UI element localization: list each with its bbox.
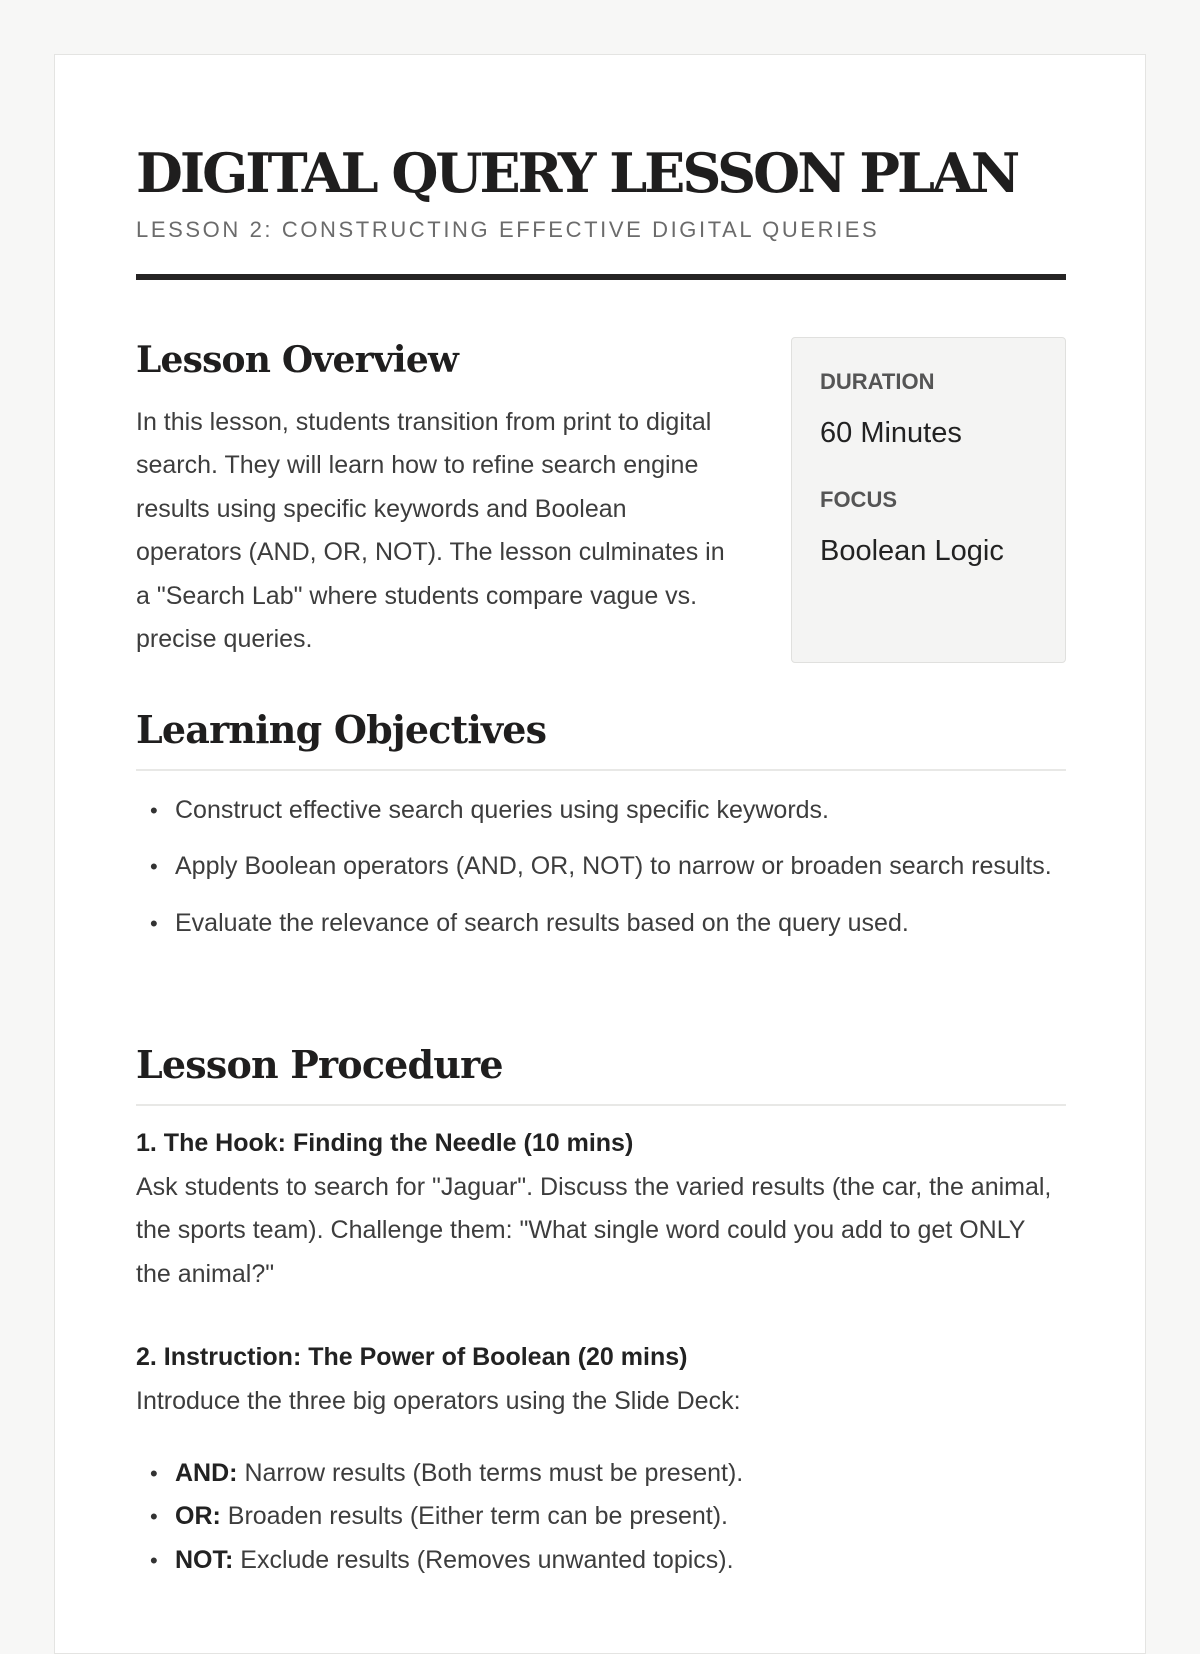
operator-term: OR:	[175, 1502, 221, 1531]
bullet-icon: •	[150, 910, 158, 936]
operator-description: Narrow results (Both terms must be present).	[237, 1459, 744, 1487]
step-2-title: 2. Instruction: The Power of Boolean (20 mins)	[136, 1343, 688, 1371]
objective-text: Construct effective search queries using specific keywords.	[175, 796, 830, 824]
focus-value: Boolean Logic	[820, 535, 1004, 567]
duration-label: DURATION	[820, 369, 935, 394]
list-item	[150, 1495, 1075, 1538]
title-divider	[136, 274, 1066, 280]
document-page	[54, 54, 1146, 1654]
list-item	[150, 845, 1075, 888]
step-1-body: Ask students to search for "Jaguar". Discuss the varied results (the car, the animal, the sports team). Challenge them: "What single word could you add to get ONLY the animal?"	[136, 1173, 1052, 1288]
step-1-title: 1. The Hook: Finding the Needle (10 mins)	[136, 1129, 634, 1157]
list-item	[150, 1452, 1075, 1495]
overview-heading: Lesson Overview	[136, 339, 459, 381]
objectives-divider	[136, 769, 1066, 771]
bullet-icon: •	[150, 854, 158, 880]
operator-description: Exclude results (Removes unwanted topics).	[233, 1545, 734, 1574]
page-title: DIGITAL QUERY LESSON PLAN	[136, 141, 1018, 205]
objectives-list	[136, 789, 1075, 958]
operator-term: NOT:	[175, 1545, 234, 1574]
lesson-meta-box	[791, 337, 1066, 663]
operator-term: AND:	[175, 1459, 238, 1487]
page-subtitle: LESSON 2: CONSTRUCTING EFFECTIVE DIGITAL QUERIES	[136, 217, 880, 242]
procedure-divider	[136, 1104, 1066, 1106]
objectives-heading: Learning Objectives	[136, 707, 547, 752]
objective-text: Apply Boolean operators (AND, OR, NOT) to narrow or broaden search results.	[175, 852, 1052, 881]
bullet-icon: •	[150, 1504, 158, 1530]
objective-text: Evaluate the relevance of search results based on the query used.	[175, 908, 909, 937]
operator-description: Broaden results (Either term can be present).	[220, 1502, 729, 1531]
focus-label: FOCUS	[820, 487, 897, 512]
bullet-icon: •	[150, 1547, 158, 1573]
step-2-body: Introduce the three big operators using the Slide Deck:	[136, 1387, 741, 1415]
list-item	[150, 902, 1075, 945]
duration-value: 60 Minutes	[820, 417, 962, 449]
list-item	[150, 789, 1075, 832]
procedure-heading: Lesson Procedure	[136, 1042, 503, 1087]
list-item	[150, 1539, 1075, 1582]
bullet-icon: •	[150, 1461, 158, 1486]
overview-text: In this lesson, students transition from print to digital search. They will learn how to refine search engine results using specific keywords and Boolean operators (AND, OR, NOT). The lesson culminates in a "Search Lab" where students compare vague vs. precise queries.	[136, 408, 725, 654]
bullet-icon: •	[150, 798, 158, 823]
operators-list	[136, 1452, 1075, 1582]
